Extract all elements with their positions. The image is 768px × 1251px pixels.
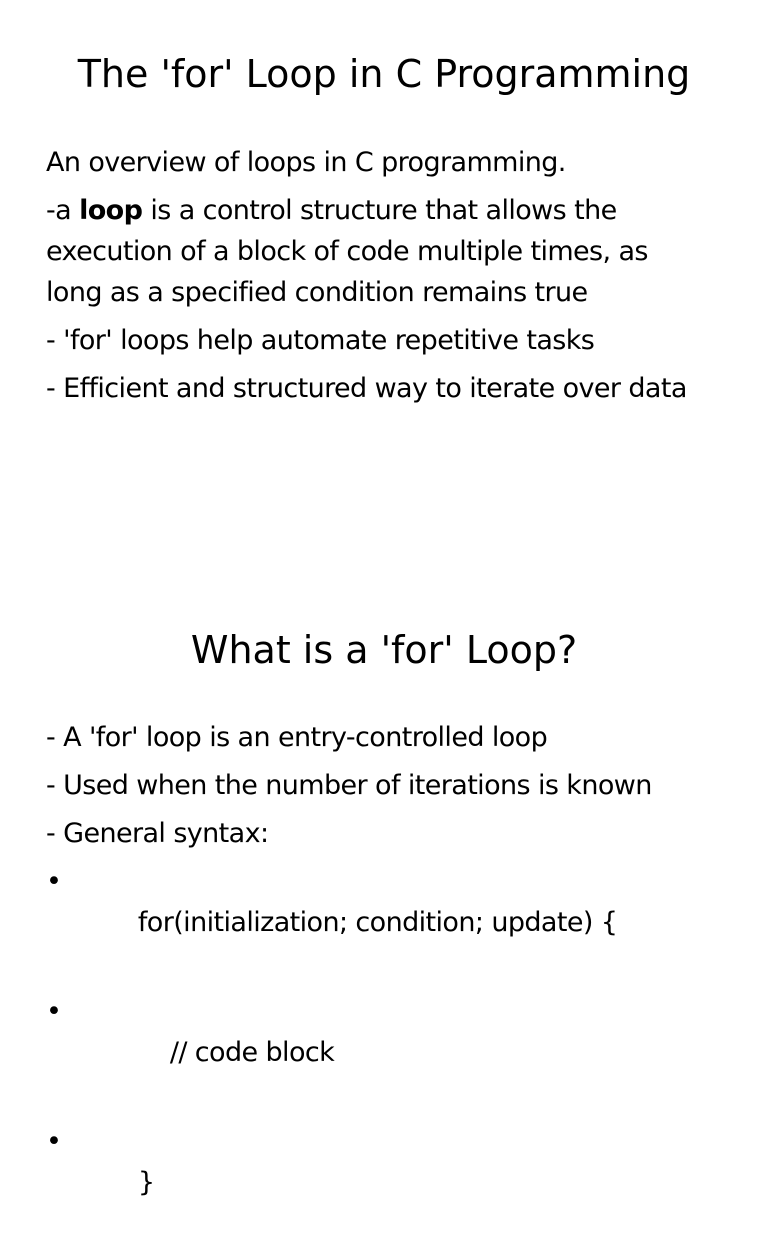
slide-1-line-4: - Efficient and structured way to iterate over data (46, 373, 687, 404)
bullet-icon: • (46, 1126, 62, 1157)
syntax-bullet-3-text: } (137, 1167, 155, 1198)
slide-2-body (46, 717, 706, 1251)
slide-2-line-3: - General syntax: (46, 818, 269, 849)
syntax-bullet-1 (46, 861, 706, 984)
slide-1-line-2-rest: is a control structure that allows the execution of a block of code multiple times, as long as a specified condition remains true (46, 195, 648, 308)
slide-2-line-2: - Used when the number of iterations is known (46, 770, 652, 801)
slide-2-line-1: - A 'for' loop is an entry-controlled loop (46, 722, 548, 753)
syntax-bullet-2-text: // code block (137, 1037, 335, 1068)
slide-2-title: What is a 'for' Loop? (190, 628, 578, 672)
syntax-bullet-2 (46, 991, 706, 1114)
slide-1 (0, 0, 768, 512)
slide-1-line-2-prefix: -a (46, 195, 80, 226)
slide-1-line-3: - 'for' loops help automate repetitive tasks (46, 325, 595, 356)
slide-1-line-1: An overview of loops in C programming. (46, 147, 566, 178)
slide-1-line-2 (46, 190, 706, 313)
slide-2 (0, 512, 768, 1198)
slide-1-line-2-bold: loop (79, 195, 143, 226)
syntax-bullet-1-text: for(initialization; condition; update) { (137, 907, 618, 938)
slide-1-title: The 'for' Loop in C Programming (77, 52, 691, 96)
bullet-icon: • (46, 996, 62, 1027)
syntax-bullet-3 (46, 1121, 706, 1244)
bullet-icon: • (46, 866, 62, 897)
slide-1-body (46, 142, 706, 416)
